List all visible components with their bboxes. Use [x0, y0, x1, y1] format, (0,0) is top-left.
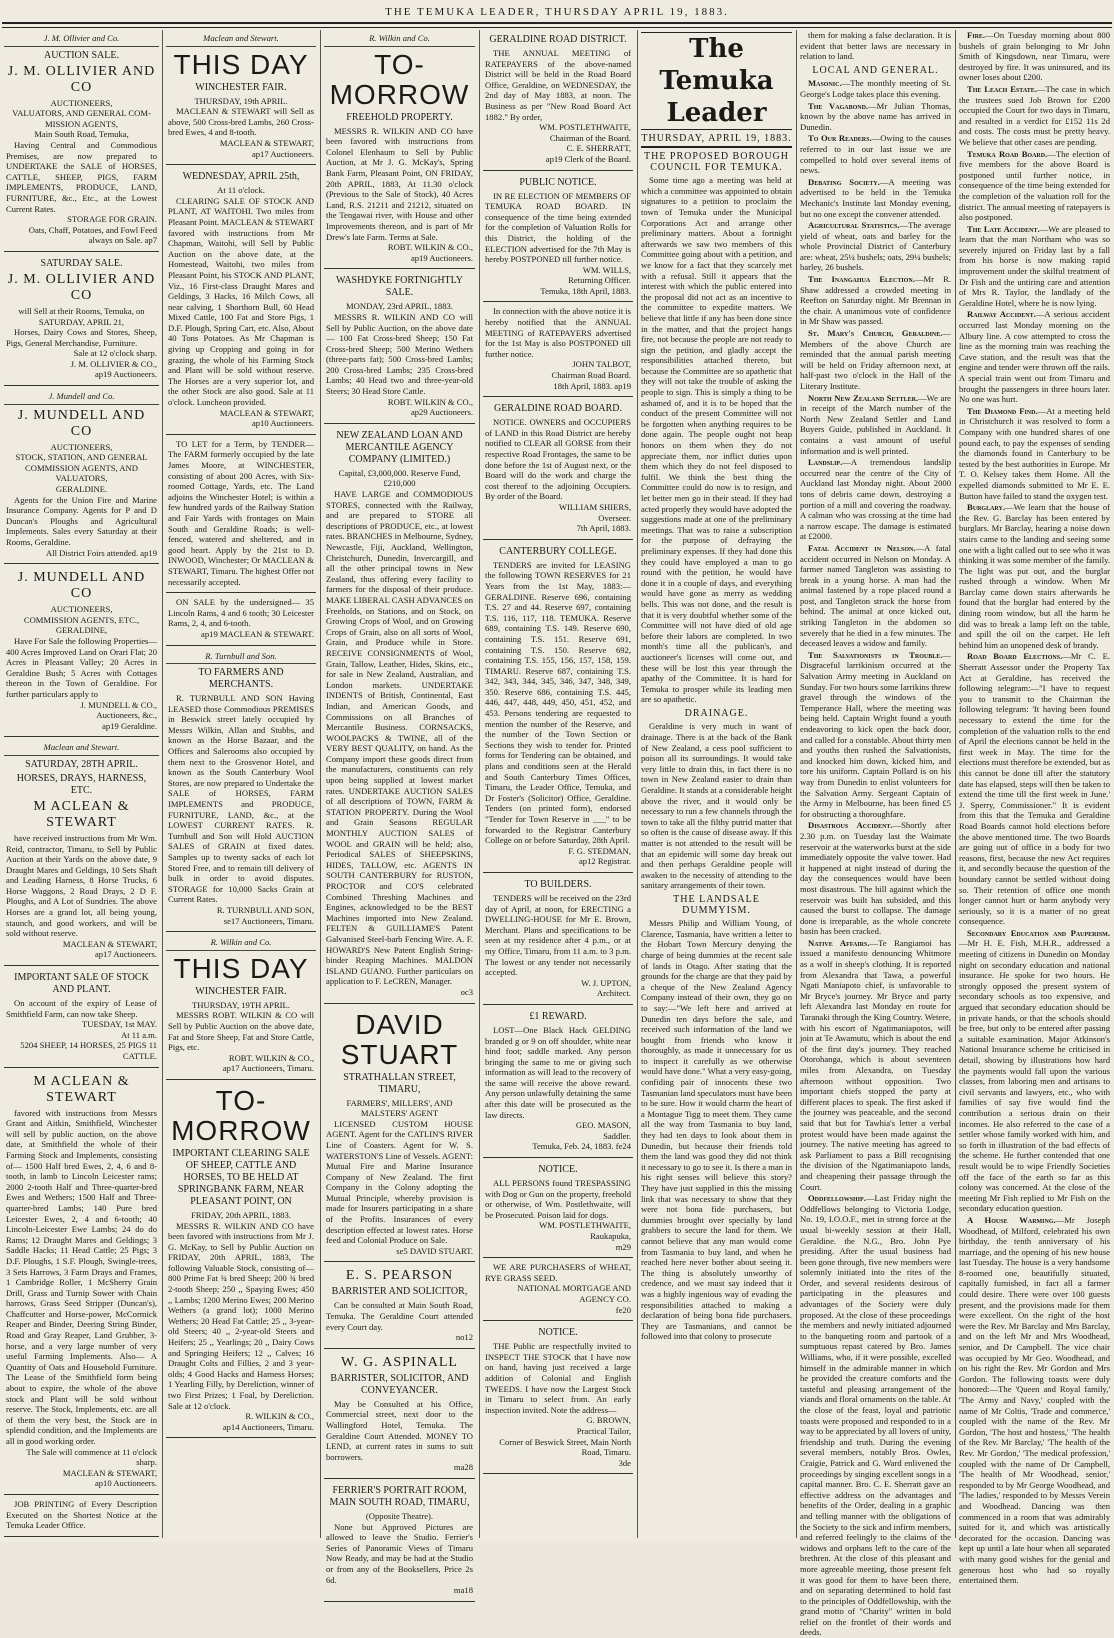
- local-general-title: LOCAL AND GENERAL.: [812, 64, 939, 76]
- advert-body: CLEARING SALE OF STOCK AND PLANT, AT WAITOHI. Two miles from Pleasant Point. MACLEAN & STEWART favored with instructions from Mr Chapman, Waitohi, will Sell by Public Auction on the above date, at the Homestead, Waitohi, two miles from Pleasant Point, his STOCK AND PLANT, Viz., 16 First-class Draught Mares and Geldings, 3 Hacks, 16 Milch Cows, all near calving, 1 Shorthorn Bull, 60 Head Mixed Cattle, 100 Fat and Store Pigs, 1 D.F. Plough, Spring Cart, etc. Also, About 40 Tons Potatoes. As Mr Chapman is giving up Cropping and going in for grazing, the whole of his Farming Stock and Plant will be sold without reserve. The Horses are a very superior lot, and the other Stock are also good. Sale at 11 o'clock. Luncheon provided.: [168, 195, 314, 408]
- news-item: [959, 651, 1110, 926]
- advert-body: MACLEAN & STEWART will Sell as above, 500 Cross-bred Lambs, 260 Cross-bred Ewes, 4 and 8-tooth.: [168, 106, 314, 138]
- advert-signature: JOHN TALBOT,: [572, 359, 631, 370]
- advert-body: LOST—One Black Hack GELDING branded g or 9 on off shoulder, white near hind foot; saddle marked. Any person bringing the same to me or giving such information as will lead to the recovery of the same will receive the above reward. Any person unlawfully detaining the same after this date will be prosecuted as the law directs.: [485, 1024, 631, 1120]
- advert-signature: J. M. OLLIVIER & CO.,: [70, 358, 157, 369]
- advert-title: WINCHESTER FAIR.: [195, 985, 287, 997]
- column-rule: [637, 30, 638, 1538]
- advert-heading: IMPORTANT SALE OF STOCK AND PLANT.: [14, 972, 149, 996]
- news-item-lead: Agricultural Statistics.: [808, 220, 900, 231]
- advert-signature: ap19 Auctioneers.: [410, 252, 473, 263]
- news-item-lead: Road Board Elections.: [967, 651, 1063, 662]
- advert-date: FARMERS', MILLERS', AND MALSTERS' AGENT: [346, 1097, 453, 1119]
- column-rule: [955, 30, 956, 1538]
- advert-date: THURSDAY, 19th APRIL.: [194, 95, 288, 106]
- advert-display-name: THIS DAY: [173, 952, 309, 984]
- news-item: [800, 820, 951, 937]
- news-item-lead: Landslip.: [808, 457, 843, 468]
- advert-signature: All District Foirs attended. ap19: [46, 547, 157, 558]
- advertiser-header: R. Turnbull and Son.: [166, 650, 316, 665]
- advert-signature: ap17 Auctioneers.: [251, 148, 314, 159]
- advert-signature: ap19 Clerk of the Board.: [545, 153, 631, 164]
- advert-title: WASHDYKE FORTNIGHTLY SALE.: [335, 275, 463, 299]
- advert-signature: WM. WILLS,: [582, 264, 631, 275]
- news-item-text: —The case in which the trustees sued Job Brown for £200 occupied the Court for two days in Timaru, and resulted in a verdict for £152 11s 2d and costs. The costs must be pretty heavy. We believe that other cases are pending.: [959, 83, 1110, 147]
- advert-signature: Sale at 12 o'clock sharp.: [73, 348, 157, 359]
- advert-signature: 18th April, 1883. ap19: [553, 380, 631, 391]
- advert-signature: ROBT. WILKIN & CO.,: [387, 396, 473, 407]
- advert-body: MESSRS R. WILKIN AND CO have been favored with instructions from Mr J. G. McKay, to Sell by Public Auction on FRIDAY, 20th APRIL, 1883, The following Valuable Stock, consisting of— 800 Prime Fat ¾ bred Sheep; 200 ¾ bred 2-tooth Sheep; 250 ,, Spaying Ewes; 450 ,, Lambs; 1200 Merino Ewes; 200 Merino Wethers (a grand lot); 1000 Merino Wethers; 20 Head Fat Cattle; 25 ,, 3-year-old Steers; 40 ,, 2-year-old Steers and Heifers; 25 ,, Yearlings; 20 ,, Dairy Cows and Springing Heifers; 12 ,, Calves; 16 Draught Colts and Fillies, 2 and 3 year-olds; 4 Good Hacks and Harness Horses; 1 Yearling Filly, by Dereliction, winner of two First Prizes; 1 Foal, by Dereliction. Sale at 12 o'clock.: [168, 1220, 314, 1411]
- advertisement: [483, 1160, 633, 1258]
- news-item-text: —Mr R. Shaw addressed a crowded meeting in Reefton on Saturday night. Mr Brennan in the chair. A unanimous vote of confidence in Mr Shaw was passed.: [800, 274, 951, 327]
- advert-signature: se17 Auctioneers, Timaru.: [223, 915, 314, 926]
- advert-body: MESSRS ROBT. WILKIN & CO will Sell by Public Auction on the above date, Fat and Store Sheep, Fat and Store Cattle, Pigs, etc.: [168, 1010, 314, 1053]
- advert-body: TENDERS are invited for LEASING the following TOWN RESERVES for 21 Years from the 1st May, 1883:— GERALDINE. Reserve 696, containing T.S. 27 and 44. Reserve 697, containing T.S. 116, 117, 118. TEMUKA. Reserve 689, containing T.S. 149. Reserve 690, containing T.S. 151. Reserve 691, containing T.S. 150. Reserve 692, containing T.S. 155, 156, 157, 158, 159. TIMARU. Reserve 687, containing T.S. 342, 343, 344, 345, 346, 347, 348, 349, 350. Reserve 686, containing T.S. 445, 446, 447, 448, 449, 450, 451, 452, and 453. Persons tendering are requested to mention the number of the Reserve, and the number of the Town Section or Sections they wish to tender for. Printed forms for Tendering can be obtained, and plans and conditions seen at the Herald and South Canterbury Times Offices, Timaru, the Leader Office, Temuka, and Dr Foster's (Solicitor) Office, Geraldine. Tenders (on printed form), endorsed "Tender for Town Reserve in ___" to be forwarded to the Registrar Canterbury College on or before Saturday, 28th April.: [485, 559, 631, 846]
- advert-signature: ap14 Auctioneers, Timaru.: [222, 1421, 314, 1432]
- advert-title: PUBLIC NOTICE.: [519, 176, 597, 188]
- advert-subline: AUCTIONEERS,: [50, 441, 113, 452]
- column-3-advertisements: [324, 30, 475, 1596]
- advert-title: FERRIER'S PORTRAIT ROOM, MAIN SOUTH ROAD, TIMARU,: [329, 1484, 470, 1508]
- advert-date: (Opposite Theatre).: [365, 1510, 434, 1521]
- dummyism-title: THE LANDSALE DUMMYISM.: [673, 893, 760, 916]
- news-item: [959, 30, 1110, 83]
- advert-subline: AUCTIONEERS,: [50, 97, 113, 108]
- news-item-text: —A fatal accident occurred in Nelson on Monday. A farmer named Tangleton was assisting to break in a young horse. A man had the animal fastened by a rope placed round a post, and Tangleton struck the horse from behind. The animal at once kicked out, striking Tangleton in the abdomen so severely that he died in a few minutes. The deceased leaves a widow and family.: [800, 542, 951, 649]
- news-item: [800, 457, 951, 542]
- advert-body: IN RE ELECTION OF MEMBERS OF TEMUKA ROAD BOARD. IN consequence of the time being extended for the completion of Valuation Rolls for this District, the holding of the ELECTION advertised for the 7th May is hereby POSTPONED till further notice.: [485, 190, 631, 265]
- advert-signature: Raukapuka,: [590, 1231, 631, 1241]
- column-7-local-news: [959, 30, 1110, 1586]
- advertiser-header: R. Wilkin and Co.: [166, 936, 316, 951]
- column-2-advertisements: [166, 30, 316, 1534]
- news-item-text: —We are in receipt of the March number of the North New Zealand Settler and Land Buyers Guide, published in Auckland. It contains a vast amount of useful information and is well printed.: [800, 392, 951, 456]
- advert-title: FREEHOLD PROPERTY.: [346, 111, 453, 123]
- news-item-text: —The average yield of wheat, oats and barley for the whole Provincial District of Canterbury are: wheat, 25¼ bushels; oats, 29¼ bushels; barley, 26 bushels.: [800, 220, 951, 273]
- advert-body: MESSRS R. WILKIN AND CO will Sell by Public Auction, on the above date— 100 Fat Cross-bred Sheep; 150 Fat Cross-bred Sheep; 500 Merino Wethers (three-parts fat); 500 Cross-bred Lambs; 200 Cross-bred Lambs; 235 Cross-bred Lambs; 40 Head two and three-year-old Steers; 30 Head Store Cattle.: [326, 311, 473, 397]
- news-item-text: —A serious accident occurred last Monday morning on the Albury line. A cow attempted to cross the line as the morning train was reaching the Cave station, and the result was that the engine and tender were thrown off the rails. A special train went out from Timaru and brought the passengers in three hours later. No one was hurt.: [959, 309, 1110, 405]
- news-item-lead: Masonic.: [808, 78, 842, 89]
- news-item-text: —Shortly after 2.30 p.m. on Tuesday last the Waimate reservoir at the waterworks burst at the side immediately opposite the valve tower. Had it happened at night instead of during the day the consequences would have been most disastrous. The hill against which the reservoir was built has subsided, and this caused the burst to collapse. The damage done is irreparable, as the whole concrete basin has been cracked.: [800, 820, 951, 937]
- advert-display-name: M ACLEAN & STEWART: [33, 1073, 130, 1105]
- advertisement: [483, 542, 633, 873]
- advert-signature: ap19 Geraldine.: [102, 720, 157, 731]
- advertisement: [324, 426, 475, 1004]
- advert-title: WEDNESDAY, APRIL 25th,: [182, 171, 300, 183]
- drainage-title: DRAINAGE.: [684, 707, 749, 719]
- advert-signature: ap10 Auctioneers.: [94, 1478, 157, 1489]
- advert-signature: W. J. UPTON,: [581, 977, 631, 988]
- advertiser-header: J. Mundell and Co.: [4, 390, 159, 405]
- news-item-lead: A House Warming.: [967, 1214, 1056, 1225]
- advert-signature: fe20: [615, 1304, 631, 1315]
- advertisement: [483, 30, 633, 171]
- column-1-advertisements: [4, 30, 159, 1534]
- advert-signature: ap10 Auctioneers.: [251, 418, 314, 429]
- advert-signature: Corner of Beswick Street, Main North Road, Timaru.: [499, 1436, 631, 1458]
- news-item-text: —Mr H. E. Fish, M.H.R., addressed a meeting of citizens in Dunedin on Monday night on secondary education and national insurance. He spoke for two hours. He strongly opposed the present system of secondary schools as too expensive, and argued that secondary education should be in private hands, or that the schools should be free, but only to be entered after passing a suitable examination. Major Atkinson's National Insurance scheme he criticised in detail, showing by illustrations how hard the payments would fall upon the various classes, from laboring men and artisans to civil servants and lawyers, etc., who with families of say five would find the contribution a serious drain on their incomes. He also referred to the case of a settler whose family worked with him, and so forth in illustration of the bad effects of the scheme. He further contended that one result would be to wipe Friendly Societies off the face of the earth so far as this colony was concerned. At the close of the meeting Mr Fish replied to Mr Fish on the secondary education question.: [959, 938, 1110, 1214]
- news-item: [959, 224, 1110, 309]
- advert-signature: no12: [455, 1332, 473, 1343]
- news-item-text: —Members of the above Church are reminded that the annual parish meeting will be held on Friday afternoon next, at half-past two o'clock in the Hall of the Literary Institute.: [800, 328, 951, 391]
- advertisement: [483, 173, 633, 303]
- news-item: [959, 149, 1110, 223]
- advert-signature: 7th April, 1883.: [576, 523, 631, 534]
- advert-title: NEW ZEALAND LOAN AND MERCANTILE AGENCY COMPANY (LIMITED.): [336, 429, 463, 465]
- advert-signature: ma28: [453, 1462, 473, 1473]
- advertisement: [4, 1070, 159, 1495]
- advert-body: Can be consulted at Main South Road, Temuka. The Geraldine Court attended every Court day.: [326, 1300, 473, 1332]
- advert-signature: Overseer.: [598, 512, 631, 523]
- news-item-lead: Native Affairs.: [808, 937, 870, 948]
- advert-body: ON SALE by the undersigned— 35 Lincoln Rams, 4 and 6 tooth; 30 Leicester Rams, 2, 4, and 6-tooth.: [168, 597, 314, 629]
- news-item: [800, 938, 951, 1192]
- advertisement: [166, 437, 316, 593]
- advert-body: May be Consulted at his Office, Commercial street, next door to the Wallingford Hotel, Temuka. The Geraldine Court Attended. MONEY TO LEND, at current rates in sums to suit borrowers.: [326, 1398, 473, 1462]
- news-item-lead: Fatal Accident in Nelson.: [808, 542, 916, 553]
- news-item-text: —Mr Joseph Woodhead, of Milford, celebrated his own birthday, the tenth anniversary of his marriage, and the opening of his new house last Tuesday. The house is a very handsome 8-roomed one, beautifully situated, capitally furnished, in fact all a farmer could desire. There were over 100 guests present, and the provisions made for them were excellent. On the right of the host were the Rev. Mr Barclay and Mrs Barclay, and on the left Mr and Mrs Woodhead, senior, and Dr Campbell. The vice chair was occupied by Mr Geo. Woodhead, and on his right the Rev. Mr Gordon and Mrs Gordon. The following toasts were duly honored:—The 'Queen and Royal family,' 'The Army and Navy,' coupled with the name of Mr Coltis, 'Trade and commerce,' coupled with the name of the Rev. Mr Gordon, 'The host and hostess,' 'The health of the Rev. Mr Barclay,' 'The health of the Rev. Mr Gordon,' 'The medical profession,' coupled with the name of Dr Campbell, 'The health of Mr Woodhead, senior,' responded to by Mr George Woodhead, and 'The ladies,' responded to by Messrs Verein and Woodhead. Dancing was then commenced in a room that was admirably suited for it, and which was artistically decorated for the occasion. Dancing was kept up until a late hour when all separated with many good wishes for the genial and generous host who had so royally entertained them.: [959, 1214, 1110, 1586]
- news-item-lead: The Inangahua Election.: [808, 274, 915, 285]
- news-item: [800, 543, 951, 649]
- article-body: Some time ago a meeting was held at which a committee was appointed to obtain signatures to a petition to proclaim the town of Temuka under the Municipal Corporations Act and arrange other preliminary matters. About a fortnight afterwards we saw two members of this Committee going about with a petition, and we know for a fact that they scarcely met with a refusal. Still it appears that the interest with which the public entered into the proposal did not act as an incentive to the committee to expedite matters. We believe that little if any has been done since in the matter, and that the project hangs fire, not because the people are not ready to sign the petition, and gladly accept the responsibilities attached thereto, but because the Committee are so apathetic that they will not take the trouble of asking the people to sign. This is simply a thing to be ashamed of, and it is to be hoped that the conduct of the present Committee will not be forgotten when anything requires to be done again. The people ought not heap honors on them when they do not appreciate them, nor inflict duties upon them which they do not feel disposed to fulfil. We think the best thing the Committee could do now is to resign, and let better men go in their stead. If they had acted properly they would have adopted the suggestions made at one of the preliminary meetings. That was to raise a subscription for the purpose of defraying the preliminary expenses. If they had done this they could have employed a man to go round with the petition, he would have done it in a couple of days, and everything would have gone as merry as wedding bells. This was not done, and the result is that it is very doubtful whether some of the Committee will not have died of old age before their labors are completed. In two month's time all the publican's, and auctioneer's licenses will come out, and these will be lost this year through the apathy of the Committee. It is hard for Temuka to prosper while its leading men are so apathetic.: [641, 175, 792, 705]
- news-item: [800, 393, 951, 457]
- advertisement: [483, 399, 633, 540]
- advert-signature: TUESDAY, 1st MAY.: [82, 1019, 157, 1030]
- advert-signature: MACLEAN & STEWART,: [219, 137, 314, 148]
- advert-body: have received instructions from Mr Wm. Reid, contractor, Timaru, to Sell by Public Auction at their Yards on the above date, 9 Draught Mares and Geldings, 10 Sets Shaft and Leading Harness, 8 Horse Trucks, 6 Horse Waggons, 2 Road Drays, 2 D F. Ploughs, and A Lot of Sundries. The above Horses are a grand lot, all being young, staunch, and good workers, and will be sold without reserve.: [6, 832, 157, 939]
- advertisement: [166, 167, 316, 435]
- advert-display-name: M ACLEAN & STEWART: [33, 798, 130, 830]
- advert-signature: Temuka, 18th April, 1883.: [540, 285, 631, 296]
- news-item-text: —At a meeting held in Christchurch it was resolved to form a Company with one hundred shares of one pound each, to pay the expenses of sending the diamonds found in Canterbury to be tested by the best authorities in Europe. Mr T. O. Kelsey takes them Home. All the expelled diamonds submitted to Mr E. E. Button have failed to stand the oxygen test.: [959, 405, 1110, 501]
- advertiser-header: J. M. Ollivier and Co.: [4, 32, 159, 47]
- advertisement: [166, 934, 316, 1080]
- advert-signature: ma18: [453, 1585, 473, 1596]
- news-item-text: —The monthly meeting of St. George's Lodge takes place this evening.: [800, 78, 951, 99]
- advert-signature: ap19 MACLEAN & STEWART.: [201, 628, 314, 639]
- column-rule: [162, 30, 163, 1538]
- advert-subline: VALUATORS, AND GENERAL COM-: [12, 108, 151, 119]
- advert-signature: NATIONAL MORTGAGE AND AGENCY CO.: [517, 1283, 631, 1304]
- advert-body: TO LET for a Term, by TENDER— The FARM formerly occupied by the late James Moore, at WINCHESTER, consisting of about 200 Acres, with Six-roomed Cottage, Yards, etc. The Land adjoins the Winchester Hotel; is within a few hundred yards of the Railway Station and Fair Yards with frontages on Main South and Geraldine Roads; is well-fenced, watered and sheltered, and in good heart. Apply by the 21st to D. INWOOD, Winchester; Or MACLEAN & STEWART, Timaru. The highest Offer not necessarily accepted.: [168, 438, 314, 587]
- advert-signature: WM. POSTLETHWAITE,: [539, 1220, 631, 1231]
- advert-subline: GERALDINE,: [55, 625, 108, 636]
- news-item-text: —A tremendous landslip occurred near the centre of the City of Auckland last Monday night. About 2000 tons of debris came down, destroying a portion of a mill and covering the roadway. A calman who was crossing at the time had a narrow escape. The damage is estimated at £2000.: [800, 457, 951, 542]
- advert-signature: R. TURNBULL AND SON,: [216, 904, 314, 915]
- advert-signature: Returning Officer.: [568, 275, 631, 286]
- news-item-lead: The Vagabond.: [808, 100, 869, 111]
- advert-title: £1 REWARD.: [529, 1010, 587, 1022]
- advert-body: Having Central and Commodious Premises, are now prepared to UNDERTAKE the SALE of HORSES, CATTLE, SHEEP, PIGS, FARM IMPLEMENTS, PRODUCE, LAND, FURNITURE, &c., Etc., at the Lowest Current Rates.: [6, 139, 157, 214]
- advert-body: R. TURNBULL AND SON Having LEASED those Commodious PREMISES in Beswick street lately occupied by Messrs Wilkin, Allan and Stubbs, and known as the Horse Bazaar, and the Offices and Salerooms also occupied by them next to the Grosvenor Hotel, and known as the South Canterbury Wool Stores, are now prepared to Undertake the SALE of HORSES, FARM IMPLEMENTS and PRODUCE, FURNITURE, LAND, &c., at the LOWEST CURRENT RATES. R. Turnbull and Son will Hold AUCTION SALES of GRAIN at fixed dates. Samples up to twenty sacks of each lot Stored Free, and to remain till delivery of bulk in order to avoid disputes. STORAGE for 10,000 Sacks Grain at Current Rates.: [168, 693, 314, 905]
- advert-subline: Main South Road, Temuka,: [34, 129, 129, 140]
- advert-body: THE ANNUAL MEETING of RATEPAYERS of the above-named District will be held in the Road Board Office, Geraldine, on WEDNESDAY, the 2nd day of May 1883, at noon. The Business as per "New Road Board Act 1882." By order,: [485, 48, 631, 122]
- news-item-lead: Disastrous Accident.: [808, 820, 893, 831]
- column-rule: [796, 30, 797, 1538]
- advertisement: [324, 271, 475, 424]
- advert-signature: ROBT. WILKIN & CO.,: [228, 1052, 314, 1063]
- news-item: [800, 220, 951, 273]
- advert-body: WE ARE PURCHASERS of WHEAT, RYE GRASS SEED.: [485, 1262, 631, 1283]
- news-item-lead: Fire.: [967, 30, 986, 40]
- advert-signature: ap17 Auctioneers, Timaru.: [222, 1063, 314, 1074]
- advert-signature: R. WILKIN & CO.,: [245, 1411, 314, 1422]
- advert-signature: MACLEAN & STEWART,: [219, 407, 314, 418]
- advert-signature: The Sale will commence at 11 o'clock sharp.: [26, 1446, 157, 1468]
- advertisement: [4, 30, 159, 252]
- news-item: [800, 177, 951, 219]
- advert-signature: At 11 a.m.: [121, 1029, 157, 1040]
- continuation-text: them for making a false declaration. It is evident that better laws are necessary in relation to land.: [800, 30, 951, 62]
- advert-body: TENDERS will be received on the 23rd day of April, at noon, for ERECTING a DWELLING-HOUSE for Mr E. Brown, Merchant. Plans and specifications to be seen at my residence after 4 p.m., or at my Office, Timaru, from 11 a.m. to 3 p.m. The lowest or any tender not necessarily accepted.: [485, 892, 631, 978]
- news-item-lead: The Leach Estate.: [967, 83, 1037, 94]
- advert-display-name: W. G. ASPINALL: [341, 1354, 458, 1370]
- advert-date: Capital, £3,000,000. Reserve Fund, £210,000: [338, 467, 461, 489]
- news-item-text: —Owing to the causes referred to in our last issue we are compelled to hold over several items of news.: [800, 133, 951, 176]
- advertisement: [324, 1351, 475, 1479]
- advert-title: IMPORTANT CLEARING SALE OF SHEEP, CATTLE AND HORSES, TO BE HELD AT SPRINGBANK FARM, NEAR PLEASANT POINT, ON: [172, 1147, 310, 1207]
- advert-signature: 3de: [618, 1457, 631, 1468]
- advertisement: [483, 875, 633, 1005]
- advert-date: At 11 o'clock.: [217, 185, 265, 196]
- masthead-title: The Temuka Leader: [641, 32, 792, 130]
- advert-title: NOTICE.: [538, 1164, 578, 1176]
- advert-subline: COMMISSION AGENTS, ETC.,: [23, 614, 140, 625]
- advert-signature: Chairman Road Board.: [551, 370, 631, 381]
- advert-signature: WM. POSTLETHWAITE,: [539, 122, 631, 133]
- advertisement: [324, 30, 475, 269]
- advert-signature: Auctioneers, &c.,: [96, 710, 157, 721]
- advertisement: [4, 254, 159, 386]
- advert-title: GERALDINE ROAD BOARD.: [493, 403, 623, 415]
- advert-signature: ap12 Registrar.: [578, 856, 631, 867]
- advert-signature: F. G. STEDMAN,: [568, 845, 631, 856]
- advert-display-name: THIS DAY: [173, 48, 309, 80]
- advert-title: STRATHALLAN STREET, TIMARU,: [343, 1071, 456, 1095]
- advert-date: MONDAY, 23rd APRIL, 1883.: [346, 301, 453, 312]
- news-item-text: —The election of five members for the above Board is postponed until further notice, in consequence of the time being extended for the completion of the valuation roll for the district. The annual meeting of ratepayers is also postponed.: [959, 148, 1110, 223]
- advert-title: BARRISTER AND SOLICITOR,: [331, 1286, 468, 1298]
- news-item-lead: The Diamond Find.: [967, 405, 1038, 416]
- advert-signature: Oats, Chaff, Potatoes, and Fowl Feed always on Sale. ap7: [28, 224, 157, 246]
- news-item-lead: Secondary Education and Pauperism.: [967, 927, 1110, 938]
- advert-body: LICENSED CUSTOM HOUSE AGENT. Agent for the CATLIN'S RIVER Line of Coasters. Agent for W. S. WATERSTON'S Line of Vessels. AGENT: Mutual Fire and Marine Insurance Company of New Zealand. The first Company in the Colony adopting the Mutual Principle, whereby provision is made for Insurers participating in a share of the Profits. Insurances of every description effected at lowest rates. Horse feed and Colonial Produce on Sale.: [326, 1118, 473, 1246]
- running-head: THE TEMUKA LEADER, THURSDAY APRIL 19, 1883.: [385, 6, 729, 18]
- advert-signature: WILLIAM SHIERS,: [558, 501, 631, 512]
- advertisement: [483, 1007, 633, 1158]
- advert-display-name: TO-MORROW: [329, 48, 470, 110]
- advertisement: [324, 1006, 475, 1263]
- advert-signature: ROBT. WILKIN & CO.,: [387, 242, 473, 253]
- article-title: THE PROPOSED BOROUGH COUNCIL FOR TEMUKA.: [643, 151, 789, 173]
- advert-body: Horses, Dairy Cows and Stores, Sheep, Pigs, General Merchandise, Furniture.: [6, 327, 157, 348]
- advert-title: BARRISTER, SOLICITOR, AND CONVEYANCER.: [330, 1372, 469, 1396]
- advert-display-name: TO-MORROW: [171, 1084, 311, 1146]
- news-item: [800, 78, 951, 99]
- news-item-text: —We are pleased to learn that the man Northam who was so severely injured on Friday last by a fall from his horse is now making rapid improvement under the skilful treatment of Dr Fish and the untiring care and attention of Mrs R. Taylor, the landlady of the Geraldine Hotel, where he is now lying.: [959, 223, 1110, 308]
- advert-signature: Temuka, Feb. 24, 1883. fe24: [532, 1141, 631, 1152]
- advert-body: JOB PRINTING of Every Description Executed on the Shortest Notice at the Temuka Leader Office.: [6, 1498, 157, 1531]
- advertisement: [324, 1264, 475, 1348]
- advert-display-name: J. MUNDELL AND CO: [17, 407, 146, 439]
- news-item: [800, 274, 951, 327]
- news-item-text: —We learn that the house of the Rev. G. Barclay has been entered by burglars. Mr Barclay, hearing a noise down stairs came to the landing and seeing some one with a light called out to see who it was thinking it was some member of the family. The light was put out, and the burglar rushed through a window. When Mr Barclay came down stairs afterwards he found that the burglar had entered by the dining room window, but all the harm he did was to break a lamp left on the table, and spill the oil on the carpet. He left behind him an unopened desk of brandy.: [959, 502, 1110, 650]
- news-item: [959, 928, 1110, 1214]
- news-item-text: —Te Rangiamoi has issued a manifesto denouncing Whitmore as a wolf in sheep's clothing. It is reported from Alexandra that Tawa, a powerful Ngati Maniapoto chief, is unfavorable to Mr Bryce's journey. Mr Bryce and party left Alexandra last Monday en route for Taranaki through the King Country. Wetere, with his escort of Ngatimaniapotos, will join at Te Awamutu, which is about the end of the first day's journey. They reached Otorohanga, which is about seventeen miles from Alexandra, on Tuesday afternoon without opposition. Two important chiefs stopped the party at different places to speak. The first asked if the journey was peaceable, and the second said that but for Tawhia's letter a verbal protest would have been made against the journey. The native meeting has agreed to ask Parliament to pass a Bill recognising the division of the Ngatimaniapoto lands, and cheapening their passage through the Court.: [800, 937, 951, 1192]
- news-item: [959, 309, 1110, 404]
- advertiser-header: Maclean and Stewart.: [166, 32, 316, 47]
- advertisement: [4, 388, 159, 564]
- news-item-lead: North New Zealand Settler.: [808, 392, 919, 403]
- top-rule: [2, 22, 1112, 28]
- advert-heading: AUCTION SALE.: [44, 49, 119, 61]
- news-item-lead: Burglary.: [967, 502, 1006, 513]
- advert-body: On account of the expiry of Lease of Smithfield Farm, can now take Sheep.: [6, 998, 157, 1019]
- advert-signature: oc3: [460, 986, 473, 997]
- advert-signature: ap19 Auctioneers.: [94, 369, 157, 380]
- column-4-notices: [483, 30, 633, 1534]
- advert-display-name: E. S. PEARSON: [345, 1268, 454, 1284]
- advert-body: THE Public are respectfully invited to INSPECT THE STOCK that I have now on hand, having just received a large addition of Colonial and English TWEEDS. I have now the Largest Stock in Timaru to select from. An early inspection invited. Note the address—: [485, 1341, 631, 1415]
- advertisement: [483, 1323, 633, 1474]
- advert-signature: MACLEAN & STEWART,: [62, 938, 157, 949]
- advert-title: NOTICE.: [538, 1327, 578, 1339]
- advert-date: THURSDAY, 19TH APRIL.: [192, 999, 290, 1010]
- column-5-editorial: [641, 30, 792, 1534]
- news-item-text: —Mr C. E. Sherratt Assessor under the Property Tax Act at Geraldine, has received the following telegram:—"I have to request you to transmit to the Chairman the following telegram: 'It having been found necessary to extend the time for the completion of the valuation rolls to the end of April the elections cannot be held in the first week in May. The time for the elections must therefore be extended, but as this cannot be done till after the statutory date has elapsed, steps will then be taken to extend the time till the first week in June.' J. Sperry, Commissioner." It is evident from this that the Temuka and Geraldine Road Boards cannot hold elections before the above mentioned time. The two Boards are going out of office in a body for two reasons, first, because the new Act requires it, and secondly because the question of the boundary cannot be settled without doing so. Their retention of office one month longer cannot hurt or harm anybody very seriously, so it is a matter of no great consequence.: [959, 651, 1110, 927]
- advertisement: [166, 30, 316, 165]
- advert-body: HAVE LARGE and COMMODIOUS STORES, connected with the Railway, and are prepared to STORE all descriptions of PRODUCE, etc., at lowest rates. BRANCHES in Melbourne, Sydney, Newcastle, Fiji, Auckland, Wellington, Christchurch, Dunedin, Invercargill, and all the other principal towns in New Zealand, thus offering every facility to farmers for the disposal of their produce. MAKE LIBERAL CASH ADVANCES on Freeholds, on Stations, and on Stock, on Growing Crops of Wool, and on Growing Crops of Grain, also on all sorts of Wool, Grain, and Produce while in Store. RECEIVE CONSIGNMENTS of Wool, Grain, Tallow, Leather, Hides, Skins, etc., for sale in New Zealand, Australian, and London markets. UNDERTAKE INDENTS of British, Continental, East Indian, and American Goods, and Commissions on all Branches of Mercantile Business. CORNSACKS, WOOLPACKS & TWINE, all of the VERY BEST QUALITY, on hand. As the Company import these goods direct from the manufacturers, constituents can rely upon being supplied at lowest market rates. UNDERTAKE AUCTION SALES of all descriptions of TOWN, FARM & STATION PROPERTY. During the Wool and Grain Seasons REGULAR MONTHLY AUCTION SALES of WOOL and GRAIN will be held; also, Periodical SALES of SHEEPSKINS, HIDES, TALLOW, etc. AGENTS IN SOUTH CANTERBURY for RUSTON, PROCTOR and CO'S celebrated Combined Threshing Machines and Engines, acknowledged to be the BEST Machines imported into New Zealand. FELTEN & GUILLIAME'S Patent Galvanised Steel-barb Fencing Wire. A. F. HOWARD'S New Patent English String-binder Reaping Machines. MALDON ISLAND GUANO. Further particulars on application to F. LeCREN, Manager.: [326, 489, 473, 987]
- advert-signature: J. MUNDELL & CO.,: [80, 699, 157, 710]
- news-item-lead: The Salvationists in Trouble.: [808, 649, 943, 660]
- news-item: [959, 1215, 1110, 1586]
- advert-signature: C. E. SHERRATT,: [566, 143, 631, 154]
- advertisement: [483, 304, 633, 397]
- advert-display-name: J. M. OLLIVIER AND CO: [7, 63, 156, 95]
- advert-signature: Saddler.: [603, 1130, 631, 1141]
- column-6-local-news: [800, 30, 952, 1638]
- advert-signature: Architect.: [596, 988, 631, 999]
- advert-body: favored with instructions from Messrs Grant and Aitkin, Smithfield, Winchester will sell by public auction, on the above date, at Smithfield the whole of their Farming Stock and Implements, consisting of— 1500 Half bred Ewes, 2, 4, 6 and 8-tooth, in lamb to Lincoln Leicester rams; 2000 2-tooth Half and Three-quarter-bred Ewes and Wethers; 1500 Half and Three-quarter-bred Lambs; 140 Pure bred Leicester Ewes, 2, 4 and 6-tooth; 40 Lincoln-Leicester Ewe Lambs; 24 do do Rams; 12 Draught Mares and Geldings; 3 Saddle Hacks; 11 Head Cattle; 25 Pigs; 3 D.F. Ploughs, 1 S.F. Plough, Swingle-trees, 3 Sets Harrows, 3 Farm Drays and Frames, 1 Cambridge Roller, 1 McSherry Grain Drill, Grass and Turnip Sower with Chain harrows, Grass Seed Stripper (Duncan's), Chaffcutter and Horse-power, McCormick Reaper and Binder, Deering String Binder, Road and Gray Reaper, Land Grubber, 3-horse, and a very large number of very useful Farming Implements. Also— A Quantity of Oats and Household Furniture. The Lease of the Smithfield form being about to expire, the whole of the above stock and Plant will be sold without reserve. The Stock, Implements, etc. are all of them the very best, the Stock are in splendid condition, and the Implements are all in good working order.: [6, 1107, 157, 1446]
- advert-subline: GERALDINE.: [55, 484, 108, 495]
- masthead-date: THURSDAY, APRIL 19, 1883.: [641, 132, 792, 148]
- advert-subline: MISSION AGENTS,: [44, 118, 119, 129]
- news-item-lead: The Late Accident.: [967, 223, 1040, 234]
- advert-signature: ap29 Auctioneers.: [410, 407, 473, 418]
- advert-body: Agents for the Union Fire and Marine Insurance Company. Agents for P and D Duncan's Ploughs and Agricultural Implements. Sales every Saturday at their Rooms, Geraldine.: [6, 494, 157, 547]
- news-item-text: —On Tuesday morning about 800 bushels of grain belonging to Mr John Smith of Kingsdown, near Timaru, were destroyed by fire. It was uninsured, and its owner loses about £200.: [959, 30, 1110, 83]
- advert-display-name: DAVID STUART: [340, 1008, 459, 1070]
- advert-title: TO BUILDERS.: [524, 878, 592, 890]
- advertisement: [324, 1481, 475, 1602]
- advert-date: FRIDAY, 20th APRIL, 1883.: [191, 1209, 291, 1220]
- news-item-text: —Last Friday night the Oddfellows belonging to Victoria Lodge, No. 19, I.O.O.F., met in strong force at the usual bi-weekly session at their Hall, Geraldine. the N.G., Bro. John Pye presiding. After the usual business had been gone through, five new members were solemnly initiated into the rites of the Order, and several residents desirous of participating in the pleasures and advantages of the Society were duly proposed. At the close of these proceedings the members and newly initiated adjourned to the banqueting room and partook of a sumptuous repast catered by Bro. James Williams, who, if it were possible, excelled himself in the admirable manner in which he provided the creature comforts and the tasteful and pleasing arrangement of the viands and floral ornaments on the table. At the close of the feast, loyal and patriotic toasts were proposed and responded to in a way to be appreciated by all lovers of unity, friendship and truth. During the evening several members, notably Bros. Owles, Craigie, Patrick and G. Ward enlivened the proceedings by singing excellent songs in a capital manner. Bro. C. E. Sherratt gave an effective address on the advantages and benefits of the Order, dealing in a graphic and telling manner with the obligations of the Society to the sick and infirm members, and referred feelingly to the claims of the widows and orphans left to the care of the brethren. At the close of this pleasant and more agreeable meeting, those present felt it was good for them to have been there, and on separating determined to hold fast to the principles of Oddfellowship, with the grand motto of "Charity" written in bold relief on the frontlet of their words and deeds.: [800, 1193, 951, 1638]
- advert-body: MESSRS R. WILKIN AND CO have been favored with instructions from Colonel Elenhaum to Sell by Public Auction, at Mr J. G. McKay's, Spring Bank Farm, Pleasant Point, ON FRIDAY, 20th APRIL, 1883, At 11.30 o'clock (Previous to the Sale of Stock), 40 Acres Land, R.S. 21211 and 21212, situated on the Tengawai river, with House and other Improvements thereon, and is part of Mr Drew's late Farm. Terms at Sale.: [326, 125, 473, 242]
- news-item: [800, 101, 951, 133]
- advert-signature: G. BROWN,: [586, 1415, 631, 1426]
- advert-display-name: J. MUNDELL AND CO: [17, 570, 146, 602]
- news-item-lead: To Our Readers.: [808, 133, 872, 144]
- news-item: [959, 84, 1110, 148]
- news-item: [800, 328, 951, 392]
- advertiser-header: R. Wilkin and Co.: [324, 32, 475, 47]
- advertisement: [166, 1082, 316, 1438]
- advertisement: [4, 566, 159, 737]
- advertiser-header: Maclean and Stewart.: [4, 741, 159, 756]
- advert-subline: AUCTIONEERS,: [50, 604, 113, 615]
- news-item-lead: Railway Accident.: [967, 309, 1036, 320]
- advert-display-name: J. M. OLLIVIER AND CO: [7, 271, 156, 303]
- advert-signature: GEO. MASON,: [575, 1120, 631, 1131]
- advert-body: NOTICE. OWNERS and OCCUPIERS of LAND in this Road District are hereby notified to CLEAR all GORSE from their respective Road Frontages, the same to be done before the 1st of August next, or the Board will do the work and charge the cost thereof to the adjoining Occupiers. By order of the Board.: [485, 417, 631, 502]
- advert-body: None but Approved Pictures are allowed to leave the Studio. Ferrier's Series of Panoramic Views of Timaru Now Ready, and may be had at the Studio or from any of the Booksellers, Price 2s 6d.: [326, 1521, 473, 1585]
- advertisement: [166, 595, 316, 645]
- advert-signature: Chairman of the Board.: [549, 132, 631, 143]
- news-item: [800, 133, 951, 175]
- news-item: [800, 650, 951, 820]
- advert-subline: STOCK, STATION, AND GENERAL COMMISSION AGENTS, AND VALUATORS,: [15, 452, 148, 484]
- news-item: [959, 406, 1110, 501]
- news-item-lead: St. Mary's Church, Geraldine.: [808, 328, 943, 339]
- advert-heading: HORSES, DRAYS, HARNESS, ETC.: [16, 772, 147, 796]
- advertisement: [4, 1497, 159, 1537]
- advert-body: In connection with the above notice it is hereby notified that the ANNUAL MEETING of RATEPAYERS advertised for the 1st May is also POSTPONED till further notice.: [485, 306, 631, 359]
- news-item-lead: Debating Society.: [808, 176, 880, 187]
- advert-signature: m29: [615, 1241, 631, 1252]
- advert-heading: SATURDAY SALE.: [40, 257, 123, 269]
- advertisement: [166, 648, 316, 933]
- advertisement: [4, 739, 159, 966]
- advertisement: [4, 968, 159, 1068]
- news-item-lead: Oddfellowship.: [808, 1193, 866, 1204]
- dummyism-body: Messrs Philip and William Young, of Clarence, Tasmania, have written a letter to the Hobart Town Mercury denying the charge of being dummies at the recent sale of lands in Otago. After stating that the grounds for the charge are that they paid by a cheque of the New Zealand Agency Company instead of their own, they go on to say:—"We left here and arrived at Dunedin ten days before the sale, and received such information of the land we bought from friends who know it thoroughly, as made it unnecessary for us to inspect it carefully as we otherwise would have done." What a very easy-going, confiding pair of innocents these two Tasmanian land speculators must have been to be sure. How it would charm the heart of a Montague Tigg to meet them. They came all the way from Tasmania to buy land, they had ten days to look about them in Dunedin, but because their friends told them the land was good they did not think it necessary to go to see it. Is there a man in his right senses will believe this story? They have just supplied in this the missing link that was necessary to show that they were not bona fide purchasers, but dummies brought over specially by land grabbers to secure the land for them. We cannot believe that any man would come from Tasmania to buy land, and when he reached here never bother about seeing it. The thing is absolutely unworthy of credence, and we must say indeed that it was a highly ingenious way of evading the responsibilities attached to making a declaration of being bona fide purchasers. They are Tasmanians, and cannot be followed into that colony to prosecute: [641, 918, 792, 1342]
- advert-title: WINCHESTER FAIR.: [195, 81, 287, 93]
- news-item: [959, 502, 1110, 650]
- advert-signature: MACLEAN & STEWART,: [62, 1467, 157, 1478]
- advert-title: GERALDINE ROAD DISTRICT.: [489, 34, 627, 45]
- advert-title: CANTERBURY COLLEGE.: [499, 545, 617, 557]
- advert-subline: SATURDAY, APRIL 21,: [38, 316, 125, 327]
- advert-signature: STORAGE FOR GRAIN.: [67, 214, 157, 225]
- column-rule: [320, 30, 321, 1538]
- advert-signature: 5204 SHEEP, 14 HORSES, 25 PIGS 11 CATTLE.: [20, 1040, 157, 1061]
- advert-title: TO FARMERS AND MERCHANTS.: [198, 667, 284, 691]
- news-item-text: —Disgraceful larrikinism occurred at the Salvation Army meeting in Auckland on Sunday. For two hours some larrikins threw gravel through the windows of the Temperance Hall, where the meeting was being held. Captain Wright found a youth endeavoring to kick open the back door, and called for a constable. About thirty men and youths then rushed the Salvationists, and knocked him down, kicked him, and tore his uniform. Captain Pollard is on his way from Dunedin to enlist volunteers for the Salvation Army. Sergeant Captain of the Army in Melbourne, has been fined £5 for obstructing a thoroughfare.: [800, 649, 951, 819]
- advert-signature: ap17 Auctioneers.: [94, 949, 157, 960]
- news-item-text: —A meeting was advertised to be held in the Temuka Mechanic's Institute last Monday evening, but no one except the convener attended.: [800, 176, 952, 219]
- advert-subline: will Sell at their Rooms, Temuka, on: [18, 305, 145, 316]
- advert-heading: SATURDAY, 28TH APRIL.: [25, 758, 138, 770]
- news-item-lead: Temuka Road Board.: [967, 148, 1048, 159]
- advert-signature: se5 DAVID STUART.: [396, 1245, 473, 1256]
- advert-body: ALL PERSONS found TRESPASSING with Dog or Gun on the property, freehold or otherwise, of Wm. Postlethwaite, will be Prosecuted. Poison laid for dogs.: [485, 1178, 631, 1220]
- news-item-text: —Mr Julian Thomas, known by the above name has arrived in Dunedin.: [800, 100, 951, 132]
- drainage-body: Geraldine is very much in want of drainage. There is at the back of the Bank of New Zealand, a cess pool sufficient to poison all its surroundings. It would take very little to drain this, in fact there is no town in New Zealand easier to drain than Geraldine. It stands at a considerable height above the river, and it would only be necessary to run a few channels through the town to take all the filthy putrid matter that so often is the cause of disease away. If this matter is not attended to the result will be that an epidemic will some day break out and then perhaps Geraldine people will awaken to the necessity of attending to the sanitary arrangements of their town.: [641, 721, 792, 891]
- advert-signature: Practical Tailor,: [576, 1425, 631, 1436]
- advertisement: [483, 1260, 633, 1321]
- advert-body: Have For Sale the following Properties— 400 Acres Improved Land on Orari Flat; 20 Acres in Pleasant Valley; 20 Acres in Geraldine Bush; 5 Acres with Cottages thereon in the Town of Geraldine. For further particulars apply to: [6, 635, 157, 699]
- news-item: [800, 1193, 951, 1638]
- column-rule: [479, 30, 480, 1538]
